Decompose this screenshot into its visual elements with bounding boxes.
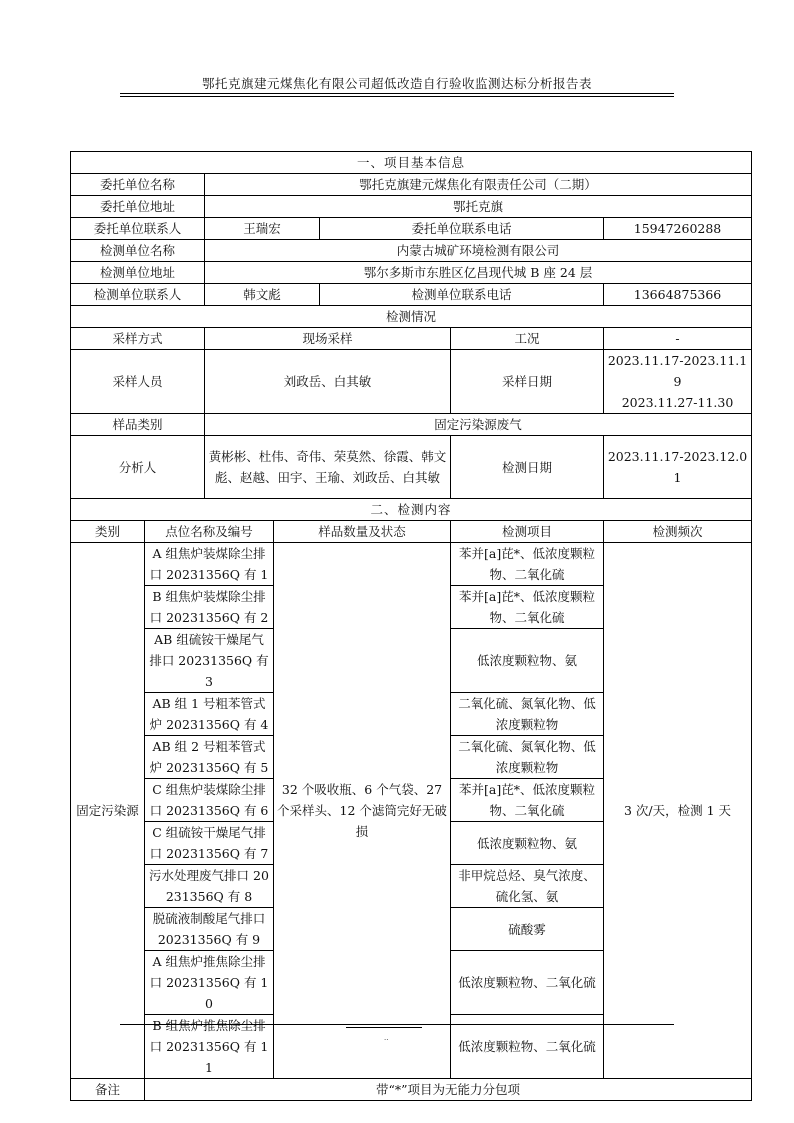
items-1: 苯并[a]芘*、低浓度颗粒物、二氧化硫 [451,543,604,586]
point-9: 脱硫液制酸尾气排口 20231356Q 有 9 [145,908,274,951]
sampling-date-value [604,350,752,414]
lab-contact-label: 检测单位联系人 [71,284,205,306]
point-4: AB 组 1 号粗苯管式炉 20231356Q 有 4 [145,693,274,736]
client-address-label: 委托单位地址 [71,196,205,218]
lab-name-value: 内蒙古城矿环境检测有限公司 [205,240,752,262]
sampling-method-value: 现场采样 [205,328,451,350]
point-5: AB 组 2 号粗苯管式炉 20231356Q 有 5 [145,736,274,779]
items-11: 低浓度颗粒物、二氧化硫 [451,1015,604,1079]
condition-label: 工况 [451,328,604,350]
header-frequency: 检测频次 [604,521,752,543]
remark-label: 备注 [71,1079,145,1101]
items-8: 非甲烷总烃、臭气浓度、硫化氢、氨 [451,865,604,908]
page-number-mark: ·· [384,1036,389,1044]
lab-name-label: 检测单位名称 [71,240,205,262]
client-address-value: 鄂托克旗 [205,196,752,218]
point-10: A 组焦炉推焦除尘排口 20231356Q 有 10 [145,951,274,1015]
items-9: 硫酸雾 [451,908,604,951]
samplers-label: 采样人员 [71,350,205,414]
point-3: AB 组硫铵干燥尾气排口 20231356Q 有 3 [145,629,274,693]
header-sample-status: 样品数量及状态 [274,521,451,543]
lab-phone-value: 13664875366 [604,284,752,306]
header-point: 点位名称及编号 [145,521,274,543]
sampling-date-label: 采样日期 [451,350,604,414]
point-6: C 组焦炉装煤除尘排口 20231356Q 有 6 [145,779,274,822]
test-date-value: 2023.11.17-2023.12.01 [604,436,752,499]
lab-address-label: 检测单位地址 [71,262,205,284]
client-phone-value: 15947260288 [604,218,752,240]
point-8: 污水处理废气排口 20231356Q 有 8 [145,865,274,908]
samplers-value: 刘政岳、白其敏 [205,350,451,414]
items-3: 低浓度颗粒物、氨 [451,629,604,693]
items-10: 低浓度颗粒物、二氧化硫 [451,951,604,1015]
client-contact-label: 委托单位联系人 [71,218,205,240]
footer-rule [120,1024,674,1025]
condition-value: - [604,328,752,350]
footer-rule-short [346,1027,422,1028]
sampling-date-range-1: 2023.11.17-2023.11.19 [607,353,748,389]
sample-status-cell: 32 个吸收瓶、6 个气袋、27 个采样头、12 个滤筒完好无破损 [274,543,451,1079]
sample-type-value: 固定污染源废气 [205,414,752,436]
detection-title: 检测情况 [71,306,752,328]
sampling-method-label: 采样方式 [71,328,205,350]
items-6: 苯并[a]芘*、低浓度颗粒物、二氧化硫 [451,779,604,822]
section2-title: 二、检测内容 [71,499,752,521]
header-rule-double [120,96,674,97]
header-category: 类别 [71,521,145,543]
header-rule [120,93,674,94]
lab-contact-value: 韩文彪 [205,284,320,306]
remark-value: 带“*”项目为无能力分包项 [145,1079,752,1101]
report-table [70,151,752,1101]
sampling-date-range-2: 2023.11.27-11.30 [621,395,734,410]
point-11: B 组焦炉推焦除尘排口 20231356Q 有 11 [145,1015,274,1079]
items-5: 二氧化硫、氮氧化物、低浓度颗粒物 [451,736,604,779]
analysts-label: 分析人 [71,436,205,499]
category-cell: 固定污染源 [71,543,145,1079]
frequency-cell: 3 次/天，检测 1 天 [604,543,752,1079]
test-date-label: 检测日期 [451,436,604,499]
analysts-value: 黄彬彬、杜伟、奇伟、荣莫然、徐霞、韩文彪、赵越、田宇、王瑜、刘政岳、白其敏 [205,436,451,499]
section1-title: 一、项目基本信息 [71,152,752,174]
lab-phone-label: 检测单位联系电话 [320,284,604,306]
page-header-title: 鄂托克旗建元煤焦化有限公司超低改造自行验收监测达标分析报告表 [201,76,592,91]
header-items: 检测项目 [451,521,604,543]
point-1: A 组焦炉装煤除尘排口 20231356Q 有 1 [145,543,274,586]
sample-type-label: 样品类别 [71,414,205,436]
point-7: C 组硫铵干燥尾气排口 20231356Q 有 7 [145,822,274,865]
client-phone-label: 委托单位联系电话 [320,218,604,240]
client-contact-value: 王瑞宏 [205,218,320,240]
client-name-value: 鄂托克旗建元煤焦化有限责任公司（二期） [205,174,752,196]
lab-address-value: 鄂尔多斯市东胜区亿昌现代城 B 座 24 层 [205,262,752,284]
client-name-label: 委托单位名称 [71,174,205,196]
items-2: 苯并[a]芘*、低浓度颗粒物、二氧化硫 [451,586,604,629]
items-4: 二氧化硫、氮氧化物、低浓度颗粒物 [451,693,604,736]
items-7: 低浓度颗粒物、氨 [451,822,604,865]
point-2: B 组焦炉装煤除尘排口 20231356Q 有 2 [145,586,274,629]
